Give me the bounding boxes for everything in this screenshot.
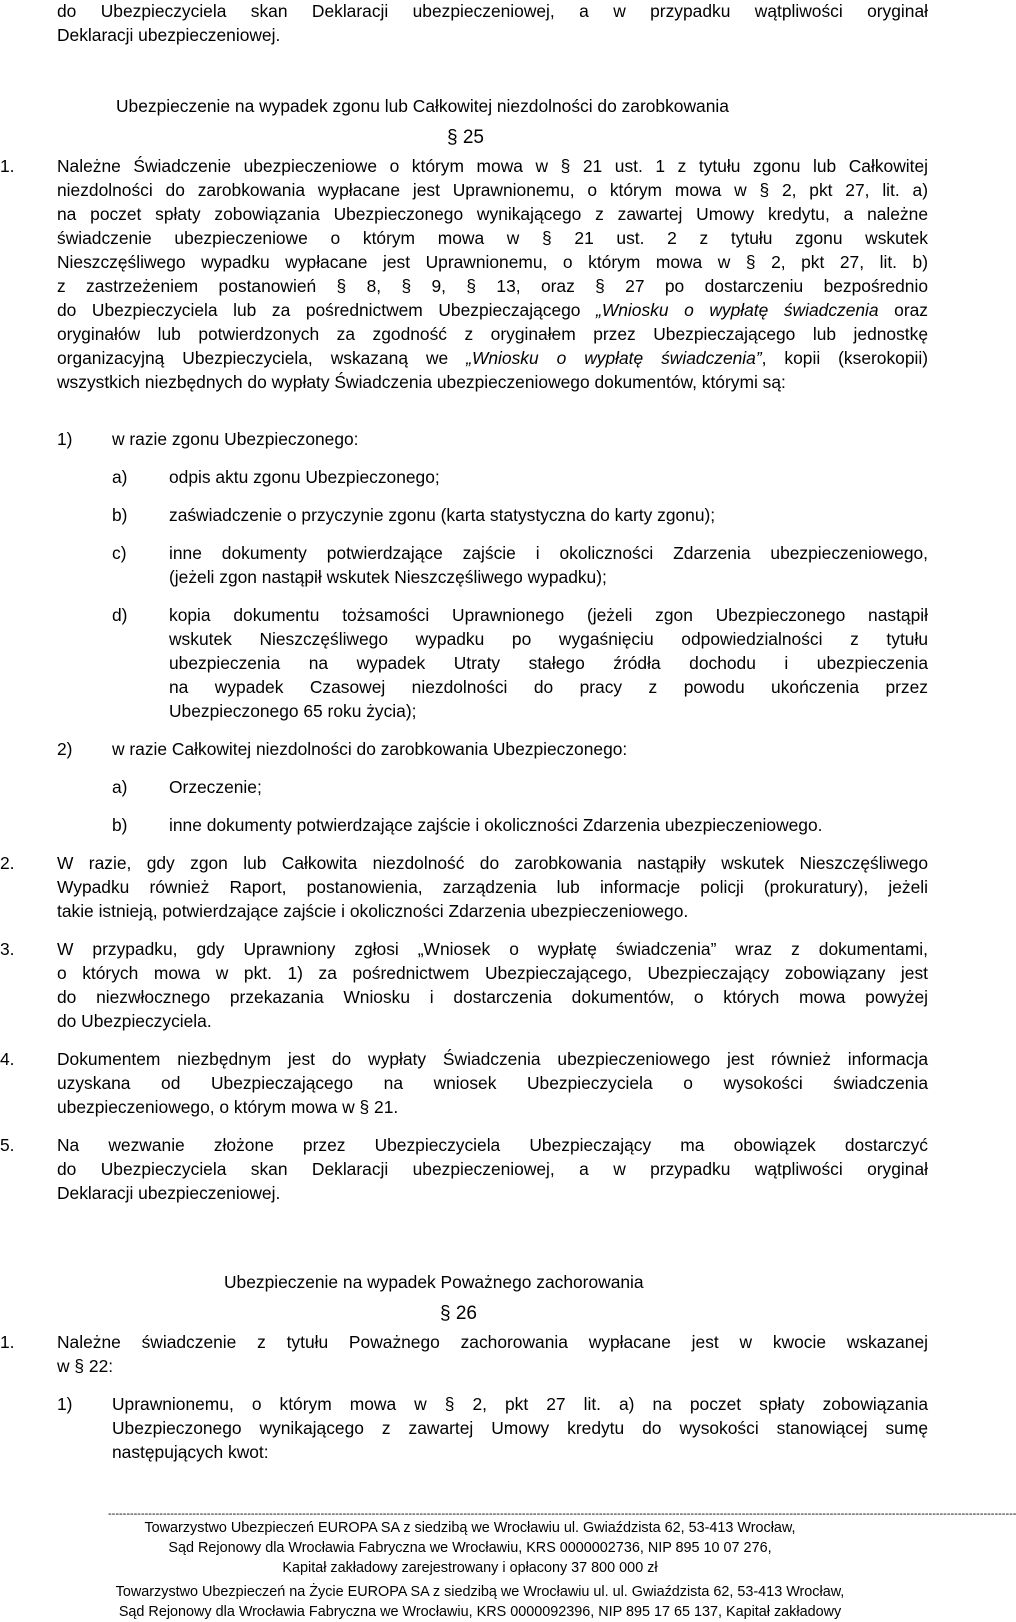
carryover-line-1: do Ubezpieczyciela skan Deklaracji ubezpieczeniowej, a w przypadku wątpliwości oryginał	[57, 1, 928, 21]
s25-item-2-number: 2)	[57, 739, 73, 759]
s25-item-1c-line-2: (jeżeli zgon nastąpił wskutek Nieszczęśliwego wypadku);	[169, 567, 607, 587]
s25-item-1a-text: odpis aktu zgonu Ubezpieczonego;	[169, 467, 440, 487]
s26-p1-line-1: Należne świadczenie z tytułu Poważnego zachorowania wypłacane jest w kwocie wskazanej	[57, 1332, 928, 1352]
wniosek-title-italic-2: „Wniosku o wypłatę świadczenia”	[466, 348, 762, 368]
s25-p1-line-6: z zastrzeżeniem postanowień § 8, § 9, § 13, oraz § 27 po dostarczeniu bezpośrednio	[57, 276, 928, 296]
carryover-line-2: Deklaracji ubezpieczeniowej.	[57, 25, 281, 45]
s25-item-1d-line-1: kopia dokumentu tożsamości Uprawnionego (jeżeli zgon Ubezpieczonego nastąpił	[169, 605, 928, 625]
s26-item-1-line-2: Ubezpieczonego wynikającego z zawartej Umowy kredytu do wysokości stanowiącej sumę	[112, 1418, 928, 1438]
footer-company-1-line-1: Towarzystwo Ubezpieczeń EUROPA SA z siedzibą we Wrocławiu ul. Gwiaździsta 62, 53-413 Wrocław,	[144, 1520, 796, 1536]
s25-p1-line-4: świadczenie ubezpieczeniowe o którym mowa w § 21 ust. 2 z tytułu zgonu wskutek	[57, 228, 928, 248]
s25-p1-line-1: Należne Świadczenie ubezpieczeniowe o którym mowa w § 21 ust. 1 z tytułu zgonu lub Całkowitej	[57, 156, 928, 176]
s25-p2-number: 2.	[0, 853, 15, 873]
s25-p5-line-1: Na wezwanie złożone przez Ubezpieczyciela Ubezpieczający ma obowiązek dostarczyć	[57, 1135, 928, 1155]
s25-p1-line-3: na poczet spłaty zobowiązania Ubezpieczonego wynikającego z zawartej Umowy kredytu, a należne	[57, 204, 928, 224]
s26-p1-line-2: w § 22:	[57, 1356, 114, 1376]
footer-company-2-line-2: Sąd Rejonowy dla Wrocławia Fabryczna we Wrocławiu, KRS 0000092396, NIP 895 17 65 137, Kapitał zakładowy	[118, 1604, 842, 1620]
section-26-number: § 26	[440, 1303, 477, 1324]
s26-p1-number: 1.	[0, 1332, 15, 1352]
s26-item-1-line-1: Uprawnionemu, o którym mowa w § 2, pkt 27 lit. a) na poczet spłaty zobowiązania	[112, 1394, 928, 1414]
s25-item-2-label: w razie Całkowitej niezdolności do zarobkowania Ubezpieczonego:	[112, 739, 628, 759]
s25-item-2a-text: Orzeczenie;	[169, 777, 262, 797]
s25-p1-line-5: Nieszczęśliwego wypadku wypłacane jest Uprawnionemu, o którym mowa w § 2, pkt 27, lit. b)	[57, 252, 928, 272]
s25-item-1d-line-5: Ubezpieczonego 65 roku życia);	[169, 701, 417, 721]
s25-p3-line-4: do Ubezpieczyciela.	[57, 1011, 212, 1031]
s25-item-1c-letter: c)	[112, 543, 127, 563]
s25-p2-line-3: takie istnieją, potwierdzające zajście i okoliczności Zdarzenia ubezpieczeniowego.	[57, 901, 689, 921]
s25-p3-line-3: do niezwłocznego przekazania Wniosku i dostarczenia dokumentów, o których mowa powyżej	[57, 987, 928, 1007]
s25-p3-line-1: W przypadku, gdy Uprawniony zgłosi „Wniosek o wypłatę świadczenia” wraz z dokumentami,	[57, 939, 928, 959]
s25-item-1c-line-1: inne dokumenty potwierdzające zajście i okoliczności Zdarzenia ubezpieczeniowego,	[169, 543, 928, 563]
s25-item-2a-letter: a)	[112, 777, 128, 797]
s25-p2-line-2: Wypadku również Raport, postanowienia, zarządzenia lub informacje policji (prokuratury), jeżeli	[57, 877, 928, 897]
s25-item-1d-line-2: wskutek Nieszczęśliwego wypadku po wygaśnięciu odpowiedzialności z tytułu	[169, 629, 928, 649]
s25-p5-line-3: Deklaracji ubezpieczeniowej.	[57, 1183, 281, 1203]
section-25-title: Ubezpieczenie na wypadek zgonu lub Całkowitej niezdolności do zarobkowania	[116, 96, 729, 116]
s25-p4-line-2: uzyskana od Ubezpieczającego na wniosek Ubezpieczyciela o wysokości świadczenia	[57, 1073, 928, 1093]
s25-p1-line-10: wszystkich niezbędnych do wypłaty Świadczenia ubezpieczeniowego dokumentów, którymi są:	[57, 372, 786, 392]
s25-p1-line-7: do Ubezpieczyciela lub za pośrednictwem Ubezpieczającego „Wniosku o wypłatę świadczenia oraz	[57, 300, 928, 320]
s25-item-1d-line-4: na wypadek Czasowej niezdolności do pracy z powodu ukończenia przez	[169, 677, 928, 697]
s25-p1-number: 1.	[0, 156, 15, 176]
s25-item-1-number: 1)	[57, 429, 73, 449]
s25-p5-number: 5.	[0, 1135, 15, 1155]
s25-item-1-label: w razie zgonu Ubezpieczonego:	[112, 429, 359, 449]
s25-p3-number: 3.	[0, 939, 15, 959]
section-25-number: § 25	[447, 127, 484, 148]
s26-item-1-number: 1)	[57, 1394, 73, 1414]
footer-separator: --------------------------------------------------------------------------------------------------------------------------------------------------------------------------------------------------------------------------------------------------------	[108, 1508, 1016, 1520]
s25-p4-line-3: ubezpieczeniowego, o którym mowa w § 21.	[57, 1097, 399, 1117]
s25-item-2b-letter: b)	[112, 815, 128, 835]
s25-p1-line-8: oryginałów lub potwierdzonych za zgodność z oryginałem przez Ubezpieczającego lub jednostkę	[57, 324, 928, 344]
s25-p1-line-9: organizacyjną Ubezpieczyciela, wskazaną we „Wniosku o wypłatę świadczenia”, kopii (kserokopii)	[57, 348, 929, 368]
s25-item-1b-text: zaświadczenie o przyczynie zgonu (karta statystyczna do karty zgonu);	[169, 505, 716, 525]
footer-company-1-line-3: Kapitał zakładowy zarejestrowany i opłacony 37 800 000 zł	[282, 1560, 658, 1576]
s25-item-2b-text: inne dokumenty potwierdzające zajście i okoliczności Zdarzenia ubezpieczeniowego.	[169, 815, 823, 835]
footer-company-1-line-2: Sąd Rejonowy dla Wrocławia Fabryczna we Wrocławiu, KRS 0000002736, NIP 895 10 07 276,	[168, 1540, 772, 1556]
section-26-title: Ubezpieczenie na wypadek Poważnego zachorowania	[224, 1272, 644, 1292]
wniosek-title-italic: „Wniosku o wypłatę świadczenia	[596, 300, 879, 320]
s25-p5-line-2: do Ubezpieczyciela skan Deklaracji ubezpieczeniowej, a w przypadku wątpliwości oryginał	[57, 1159, 928, 1179]
s25-item-1b-letter: b)	[112, 505, 128, 525]
s25-item-1d-line-3: ubezpieczenia na wypadek Utraty stałego źródła dochodu i ubezpieczenia	[169, 653, 928, 673]
s25-p1-line-2: niezdolności do zarobkowania wypłacane jest Uprawnionemu, o którym mowa w § 2, pkt 27, lit. a)	[57, 180, 928, 200]
s25-p4-number: 4.	[0, 1049, 15, 1069]
s25-p3-line-2: o których mowa w pkt. 1) za pośrednictwem Ubezpieczającego, Ubezpieczający zobowiązany jest	[57, 963, 928, 983]
s25-p2-line-1: W razie, gdy zgon lub Całkowita niezdolność do zarobkowania nastąpiły wskutek Nieszczęśliwego	[57, 853, 928, 873]
s25-p4-line-1: Dokumentem niezbędnym jest do wypłaty Świadczenia ubezpieczeniowego jest również informacja	[57, 1049, 928, 1069]
s25-item-1a-letter: a)	[112, 467, 128, 487]
footer-company-2-line-1: Towarzystwo Ubezpieczeń na Życie EUROPA SA z siedzibą we Wrocławiu ul. ul. Gwiaździsta 62, 53-413 Wrocław,	[115, 1584, 845, 1600]
s25-item-1d-letter: d)	[112, 605, 128, 625]
s26-item-1-line-3: następujących kwot:	[112, 1442, 269, 1462]
